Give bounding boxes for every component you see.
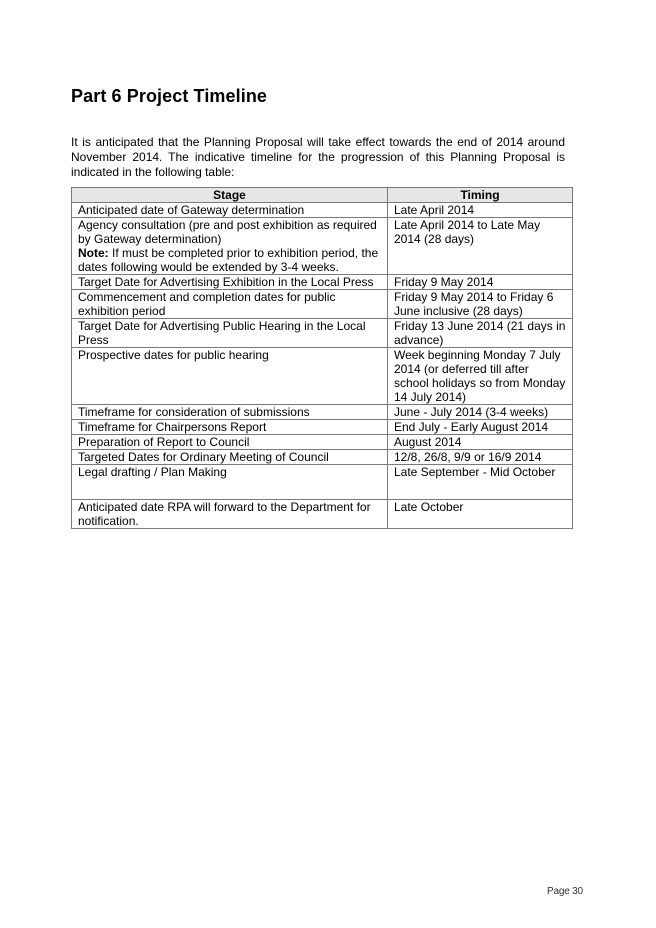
- stage-column-header: Stage: [72, 188, 388, 203]
- timing-cell: Late October: [388, 500, 573, 529]
- stage-cell: Commencement and completion dates for public exhibition period: [72, 290, 388, 319]
- intro-paragraph: It is anticipated that the Planning Proposal will take effect towards the end of 2014 around November 2014. The indicative timeline for the progression of this Planning Proposal is indicated in the following table:: [71, 135, 565, 179]
- timing-cell: Late April 2014 to Late May 2014 (28 days): [388, 218, 573, 275]
- table-row: [72, 465, 573, 500]
- timing-cell: Late April 2014: [388, 203, 573, 218]
- table-row: [72, 405, 573, 420]
- page-number: Page 30: [547, 886, 583, 897]
- timing-cell: Friday 13 June 2014 (21 days in advance): [388, 319, 573, 348]
- stage-cell: Target Date for Advertising Exhibition in the Local Press: [72, 275, 388, 290]
- stage-cell: Target Date for Advertising Public Hearing in the Local Press: [72, 319, 388, 348]
- timing-cell: Friday 9 May 2014 to Friday 6 June inclusive (28 days): [388, 290, 573, 319]
- table-row: [72, 319, 573, 348]
- timing-cell: Friday 9 May 2014: [388, 275, 573, 290]
- note-text: If must be completed prior to exhibition period, the dates following would be extended by 3-4 weeks.: [78, 246, 379, 274]
- timing-cell: August 2014: [388, 435, 573, 450]
- stage-cell: [72, 218, 388, 275]
- timing-cell: 12/8, 26/8, 9/9 or 16/9 2014: [388, 450, 573, 465]
- timing-column-header: Timing: [388, 188, 573, 203]
- stage-text: Agency consultation (pre and post exhibition as required by Gateway determination): [78, 218, 377, 246]
- stage-cell: Timeframe for consideration of submissions: [72, 405, 388, 420]
- stage-cell: Targeted Dates for Ordinary Meeting of Council: [72, 450, 388, 465]
- timing-cell: End July - Early August 2014: [388, 420, 573, 435]
- table-row: [72, 435, 573, 450]
- table-header-row: [72, 188, 573, 203]
- stage-cell: Legal drafting / Plan Making: [72, 465, 388, 500]
- timing-cell: Week beginning Monday 7 July 2014 (or deferred till after school holidays so from Monday 14 July 2014): [388, 348, 573, 405]
- table-row: [72, 420, 573, 435]
- stage-cell: Timeframe for Chairpersons Report: [72, 420, 388, 435]
- stage-cell: Preparation of Report to Council: [72, 435, 388, 450]
- table-row: [72, 500, 573, 529]
- table-row: [72, 203, 573, 218]
- stage-cell: Anticipated date RPA will forward to the Department for notification.: [72, 500, 388, 529]
- table-row: [72, 450, 573, 465]
- section-heading: Part 6 Project Timeline: [71, 86, 268, 106]
- timeline-table: [71, 187, 573, 529]
- timing-cell: June - July 2014 (3-4 weeks): [388, 405, 573, 420]
- table-row: [72, 290, 573, 319]
- stage-cell: Prospective dates for public hearing: [72, 348, 388, 405]
- note-label: Note:: [78, 246, 109, 260]
- timing-cell: Late September - Mid October: [388, 465, 573, 500]
- table-row: [72, 348, 573, 405]
- table-row: [72, 218, 573, 275]
- stage-cell: Anticipated date of Gateway determination: [72, 203, 388, 218]
- table-row: [72, 275, 573, 290]
